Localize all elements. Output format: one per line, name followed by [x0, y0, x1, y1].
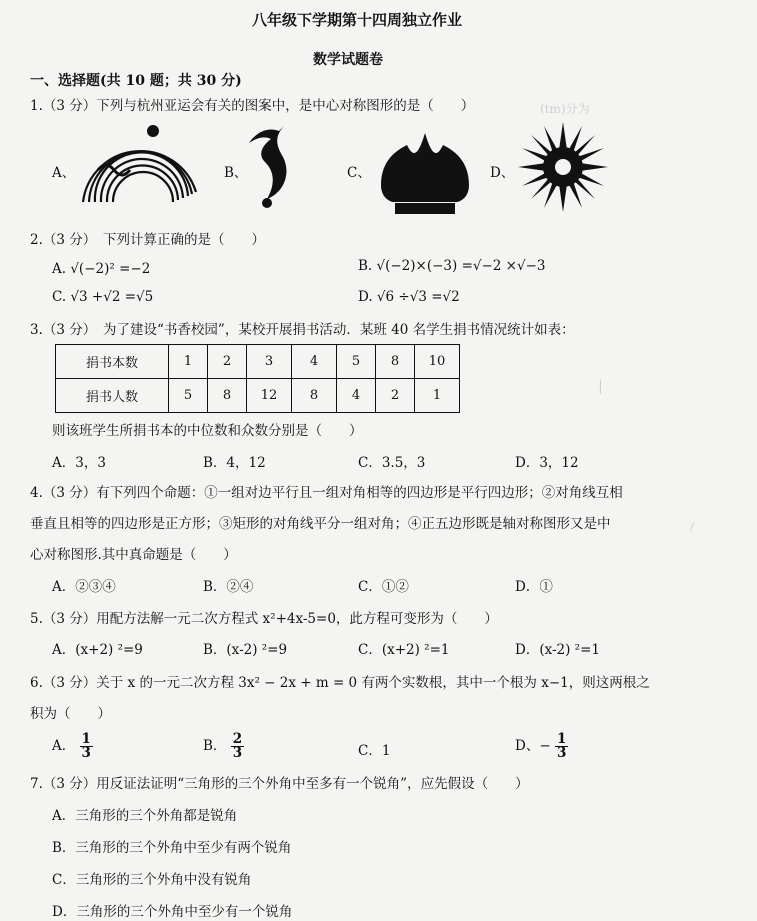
q1-option-d-label: D、	[490, 165, 515, 181]
q2-option-c: C. √3 +√2 =√5	[52, 289, 154, 305]
table-row	[56, 379, 460, 413]
q6-option-d	[515, 733, 568, 760]
table-cell: 8	[208, 379, 247, 413]
table-cell: 2	[376, 379, 415, 413]
table-cell: 5	[169, 379, 208, 413]
question-6-line-1: 6.（3 分）关于 x 的一元二次方程 3x² − 2x + m = 0 有两个实数根，其中一个根为 x−1，则这两根之	[30, 675, 650, 691]
q6-option-b-label: B．	[203, 738, 227, 754]
q5-option-d: D．(x-2) ²=1	[515, 642, 600, 658]
q7-option-b: B．三角形的三个外角中至少有两个锐角	[52, 840, 292, 856]
question-4-line-2: 垂直且相等的四边形是正方形；③矩形的对角线平分一组对角；④正五边形既是轴对称图形又是中	[30, 516, 611, 532]
q3-option-a: A．3，3	[52, 455, 106, 471]
q3-option-c: C．3.5，3	[358, 455, 426, 471]
q1-rainbow-waves-image	[78, 122, 200, 207]
question-7-stem: 7.（3 分）用反证法证明“三角形的三个外角中至多有一个锐角”，应先假设（ ）	[30, 776, 529, 792]
q4-option-b: B．②④	[203, 579, 254, 595]
q6-option-b	[203, 733, 244, 760]
q7-option-c: C．三角形的三个外角中没有锐角	[52, 872, 252, 888]
question-1-stem: 1.（3 分）下列与杭州亚运会有关的图案中，是中心对称图形的是（ ）	[30, 98, 475, 114]
table-cell: 8	[376, 345, 415, 379]
q1-sun-burst-image	[518, 122, 608, 212]
q1-lotus-shape-image	[377, 130, 473, 215]
q6-option-b-fraction: $\frac{2}{3}$	[232, 731, 243, 761]
question-4-line-3: 心对称图形.其中真命题是（ ）	[30, 547, 237, 563]
q2-option-b: B. √(−2)×(−3) =√−2 ×√−3	[358, 258, 546, 274]
table-row-label: 捐书本数	[56, 345, 169, 379]
table-cell: 5	[337, 345, 376, 379]
page-subtitle: 数学试题卷	[313, 52, 383, 68]
q1-option-c-label: C、	[347, 165, 371, 181]
q1-option-a-label: A、	[52, 165, 76, 181]
q1-jumping-fish-image	[245, 117, 305, 212]
q6-option-d-fraction: $\frac{1}{3}$	[556, 731, 567, 761]
table-cell: 1	[169, 345, 208, 379]
q1-option-b-label: B、	[224, 165, 248, 181]
question-3-follow: 则该班学生所捐书本的中位数和众数分别是（ ）	[52, 423, 363, 439]
question-3-stem: 3.（3 分） 为了建设“书香校园”，某校开展捐书活动．某班 40 名学生捐书情况统计如表：	[30, 322, 575, 338]
table-cell: 1	[415, 379, 460, 413]
question-6-line-2: 积为（ ）	[30, 706, 111, 722]
q5-option-b: B．(x-2) ²=9	[203, 642, 288, 658]
q4-option-c: C．①②	[358, 579, 409, 595]
table-cell: 2	[208, 345, 247, 379]
q7-option-d: D．三角形的三个外角中至少有一个锐角	[52, 904, 293, 920]
donation-table	[55, 344, 460, 413]
table-cell: 3	[247, 345, 292, 379]
table-row-label: 捐书人数	[56, 379, 169, 413]
q6-option-a	[52, 733, 93, 760]
table-row	[56, 345, 460, 379]
q5-option-a: A．(x+2) ²=9	[52, 642, 143, 658]
page-title: 八年级下学期第十四周独立作业	[252, 11, 463, 29]
question-4-line-1: 4.（3 分）有下列四个命题：①一组对边平行且一组对角相等的四边形是平行四边形；②对角线互相	[30, 485, 623, 501]
section-heading: 一、选择题(共 10 题；共 30 分)	[30, 73, 242, 89]
q6-option-c: C．1	[358, 743, 391, 759]
q6-option-d-sign: −	[539, 738, 551, 754]
q5-option-c: C．(x+2) ²=1	[358, 642, 450, 658]
table-cell: 12	[247, 379, 292, 413]
question-5-stem: 5.（3 分）用配方法解一元二次方程式 x²+4x-5=0，此方程可变形为（ ）	[30, 611, 498, 627]
table-cell: 4	[292, 345, 337, 379]
q7-option-a: A．三角形的三个外角都是锐角	[52, 808, 238, 824]
table-cell: 10	[415, 345, 460, 379]
q2-option-a: A. √(−2)² =−2	[52, 261, 151, 277]
q3-option-d: D．3，12	[515, 455, 579, 471]
q4-option-d: D．①	[515, 579, 553, 595]
table-cell: 8	[292, 379, 337, 413]
q6-option-a-label: A．	[52, 738, 76, 754]
q4-option-a: A．②③④	[52, 579, 116, 595]
question-2-stem: 2.（3 分） 下列计算正确的是（ ）	[30, 232, 266, 248]
table-cell: 4	[337, 379, 376, 413]
q6-option-d-label: D、	[515, 738, 540, 754]
q2-option-d: D. √6 ÷√3 =√2	[358, 289, 460, 305]
q3-option-b: B．4，12	[203, 455, 266, 471]
q6-option-a-fraction: $\frac{1}{3}$	[81, 731, 91, 761]
